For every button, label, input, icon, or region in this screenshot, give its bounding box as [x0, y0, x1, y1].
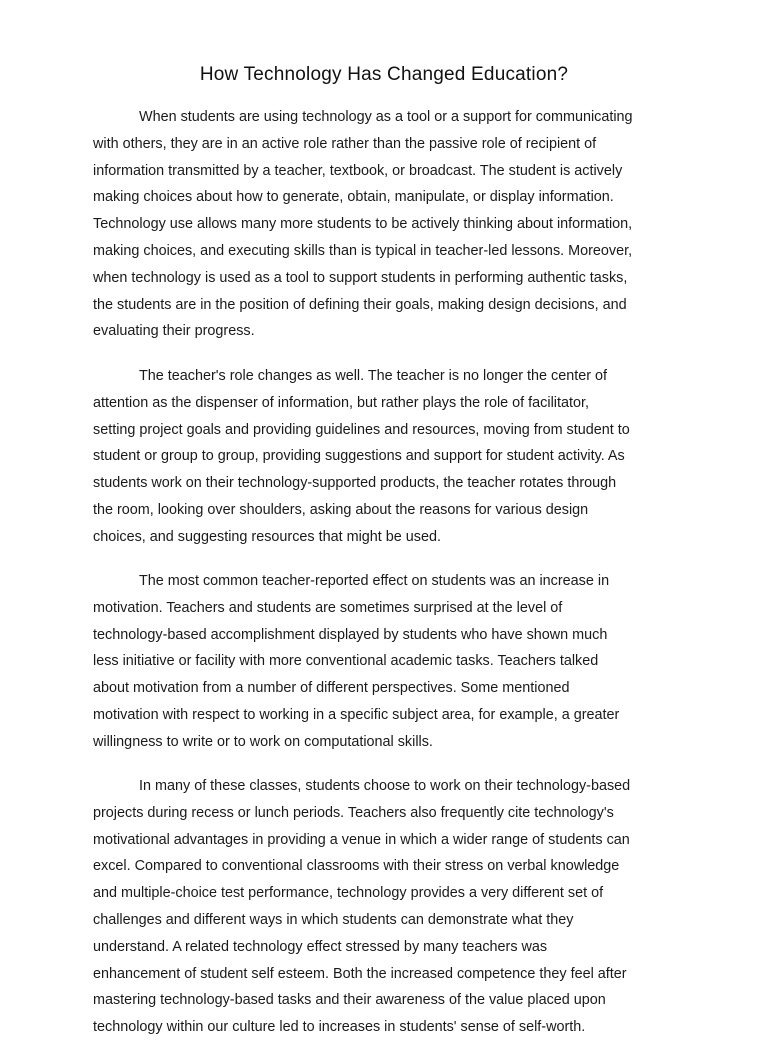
paragraph-line: motivation with respect to working in a specific subject area, for example, a greater [93, 706, 620, 723]
paragraph-line: The teacher's role changes as well. The teacher is no longer the center of [139, 368, 608, 384]
paragraph-line: with others, they are in an active role rather than the passive role of recipient of [93, 135, 597, 152]
paragraph-line: about motivation from a number of different perspectives. Some mentioned [93, 680, 570, 697]
paragraph-line: enhancement of student self esteem. Both the increased competence they feel after [93, 965, 627, 982]
paragraph-line: making choices about how to generate, obtain, manipulate, or display information. [93, 189, 614, 206]
paragraph-line: and multiple-choice test performance, technology provides a very different set of [93, 885, 604, 902]
paragraph-line: challenges and different ways in which students can demonstrate what they [93, 911, 574, 928]
paragraph-2 [93, 363, 683, 551]
paragraph-line: evaluating their progress. [93, 323, 255, 340]
paragraph-line: the room, looking over shoulders, asking about the reasons for various design [93, 501, 589, 518]
paragraph-line: the students are in the position of defining their goals, making design decisions, and [93, 296, 627, 313]
paragraph-line: making choices, and executing skills than is typical in teacher-led lessons. Moreover, [93, 242, 633, 259]
paragraph-line: information transmitted by a teacher, textbook, or broadcast. The student is actively [93, 162, 623, 179]
paragraph-line: technology within our culture led to increases in students' sense of self-worth. [93, 1019, 586, 1036]
paragraph-line: motivational advantages in providing a venue in which a wider range of students can [93, 831, 630, 848]
paragraph-line: student or group to group, providing suggestions and support for student activity. As [93, 448, 625, 465]
paragraph-line: When students are using technology as a tool or a support for communicating [139, 109, 633, 125]
paragraph-line: less initiative or facility with more conventional academic tasks. Teachers talked [93, 653, 599, 670]
paragraph-3 [93, 568, 683, 756]
paragraph-line: Technology use allows many more students to be actively thinking about information, [93, 216, 633, 233]
paragraph-line: understand. A related technology effect stressed by many teachers was [93, 938, 548, 955]
paragraph-line: mastering technology-based tasks and their awareness of the value placed upon [93, 992, 606, 1009]
paragraph-line: excel. Compared to conventional classrooms with their stress on verbal knowledge [93, 858, 620, 875]
paragraph-line: choices, and suggesting resources that might be used. [93, 528, 441, 545]
paragraph-line: students work on their technology-supported products, the teacher rotates through [93, 475, 617, 492]
paragraph-4 [93, 773, 683, 1041]
paragraph-line: The most common teacher-reported effect on students was an increase in [139, 573, 610, 589]
paragraph-line: technology-based accomplishment displayed by students who have shown much [93, 626, 608, 643]
paragraph-line: motivation. Teachers and students are sometimes surprised at the level of [93, 599, 563, 616]
document-title: How Technology Has Changed Education? [199, 64, 569, 85]
paragraph-line: setting project goals and providing guidelines and resources, moving from student to [93, 421, 630, 438]
paragraph-line: willingness to write or to work on computational skills. [93, 733, 433, 750]
paragraph-line: projects during recess or lunch periods. Teachers also frequently cite technology's [93, 804, 614, 821]
paragraph-line: attention as the dispenser of information, but rather plays the role of facilitator, [93, 394, 589, 411]
paragraph-1 [93, 104, 683, 345]
paragraph-line: In many of these classes, students choose to work on their technology-based [139, 778, 631, 794]
paragraph-line: when technology is used as a tool to support students in performing authentic tasks, [93, 269, 628, 286]
